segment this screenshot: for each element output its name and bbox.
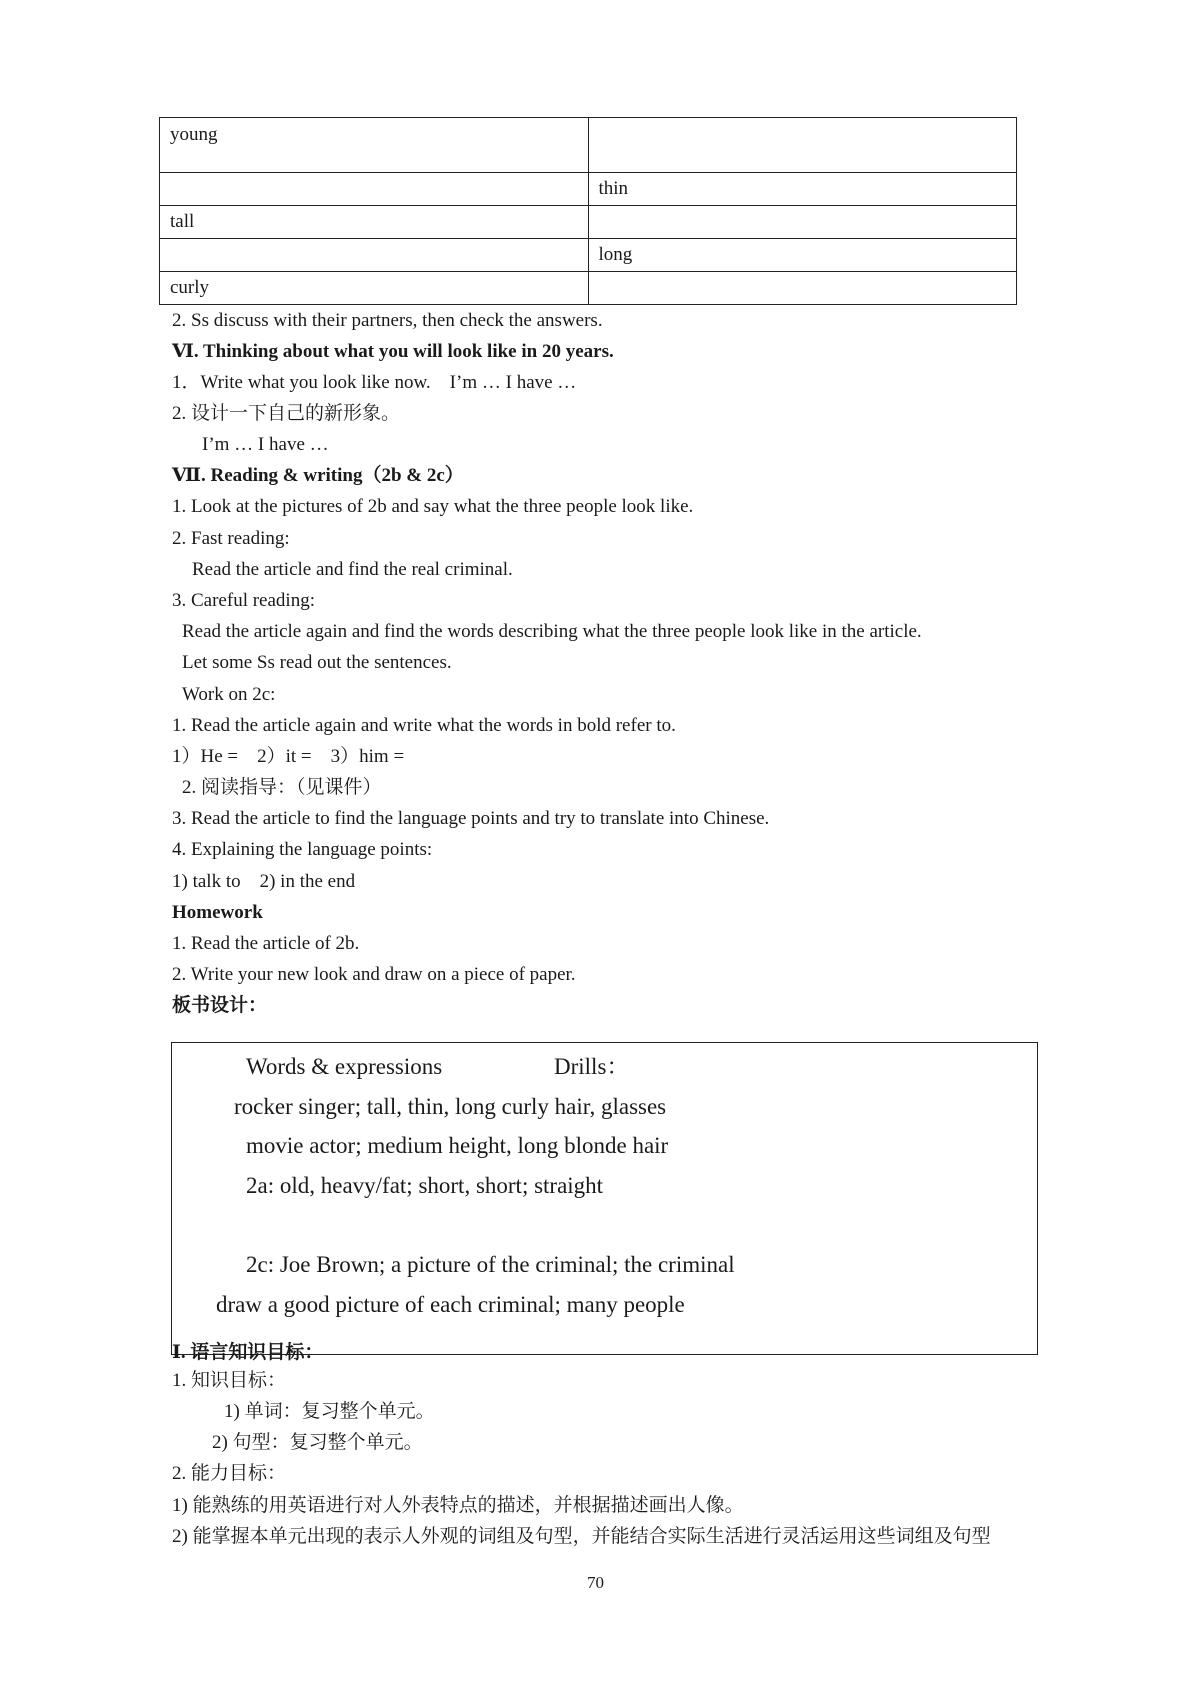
section-heading: Ⅵ. Thinking about what you will look like in 20 years. bbox=[172, 341, 614, 362]
board-line: 2a: old, heavy/fat; short, short; straight bbox=[246, 1173, 604, 1198]
text-line: 1) talk to 2) in the end bbox=[172, 871, 356, 892]
obscured-heading bbox=[172, 1342, 324, 1363]
board-line: Words & expressions bbox=[246, 1054, 443, 1079]
table-cell: thin bbox=[588, 173, 1017, 206]
section-heading: 板书设计： bbox=[172, 995, 268, 1016]
text-line: Read the article and find the real criminal. bbox=[192, 559, 513, 580]
text-line: 1) 能熟练的用英语进行对人外表特点的描述，并根据描述画出人像。 bbox=[172, 1495, 744, 1516]
table-cell: curly bbox=[160, 272, 589, 305]
table-cell bbox=[588, 206, 1017, 239]
text-line: Read the article again and find the words describing what the three people look like in the article. bbox=[182, 621, 922, 642]
text-line: 1）He = 2）it = 3）him = bbox=[172, 746, 405, 767]
table-row bbox=[160, 206, 1017, 239]
section-heading: Ⅶ. Reading & writing（2b & 2c） bbox=[172, 465, 464, 486]
board-line: rocker singer; tall, thin, long curly hair, glasses bbox=[234, 1094, 667, 1119]
text-line: 1. Read the article of 2b. bbox=[172, 933, 360, 954]
table-cell bbox=[160, 173, 589, 206]
text-line: 2. Write your new look and draw on a piece of paper. bbox=[172, 964, 576, 985]
blackboard-design-box bbox=[171, 1042, 1038, 1355]
text-line: Work on 2c: bbox=[182, 684, 276, 705]
section-heading: Homework bbox=[172, 902, 263, 923]
board-line: draw a good picture of each criminal; many people bbox=[216, 1292, 685, 1317]
table-cell bbox=[588, 118, 1017, 173]
text-line: 4. Explaining the language points: bbox=[172, 839, 433, 860]
text-line: 1) 单词：复习整个单元。 bbox=[224, 1401, 435, 1422]
text-line: 3. Read the article to find the language points and try to translate into Chinese. bbox=[172, 808, 770, 829]
text-line: Let some Ss read out the sentences. bbox=[182, 652, 452, 673]
text-line: 3. Careful reading: bbox=[172, 590, 315, 611]
obscured-heading-text: Ⅰ. 语言知识目标： bbox=[172, 1342, 324, 1363]
text-line: 2. 能力目标： bbox=[172, 1463, 287, 1484]
opposites-table bbox=[159, 117, 1017, 305]
table-cell: tall bbox=[160, 206, 589, 239]
text-line: 1. Read the article again and write what the words in bold refer to. bbox=[172, 715, 676, 736]
text-line: 2) 能掌握本单元出现的表示人外观的词组及句型，并能结合实际生活进行灵活运用这些词组及句型 bbox=[172, 1526, 991, 1547]
table-cell bbox=[588, 272, 1017, 305]
text-line: 2. 设计一下自己的新形象。 bbox=[172, 403, 401, 424]
table-row bbox=[160, 173, 1017, 206]
table-cell: young bbox=[160, 118, 589, 173]
board-line: Drills： bbox=[554, 1054, 630, 1079]
table-row bbox=[160, 272, 1017, 305]
text-line: 2. Fast reading: bbox=[172, 528, 290, 549]
text-line: 1．Write what you look like now. I’m … I have … bbox=[172, 372, 577, 393]
page-number: 70 bbox=[587, 1573, 604, 1592]
text-line: 2) 句型：复习整个单元。 bbox=[212, 1432, 423, 1453]
table-cell: long bbox=[588, 239, 1017, 272]
table-row bbox=[160, 239, 1017, 272]
table-row bbox=[160, 118, 1017, 173]
text-line: 1. Look at the pictures of 2b and say what the three people look like. bbox=[172, 496, 694, 517]
board-line: 2c: Joe Brown; a picture of the criminal; the criminal bbox=[246, 1252, 735, 1277]
text-line: 2. Ss discuss with their partners, then check the answers. bbox=[172, 310, 603, 331]
board-line: movie actor; medium height, long blonde hair bbox=[246, 1133, 669, 1158]
text-line: 1. 知识目标： bbox=[172, 1370, 287, 1391]
text-line: I’m … I have … bbox=[202, 434, 329, 455]
text-line: 2. 阅读指导：（见课件） bbox=[182, 777, 382, 798]
table-cell bbox=[160, 239, 589, 272]
